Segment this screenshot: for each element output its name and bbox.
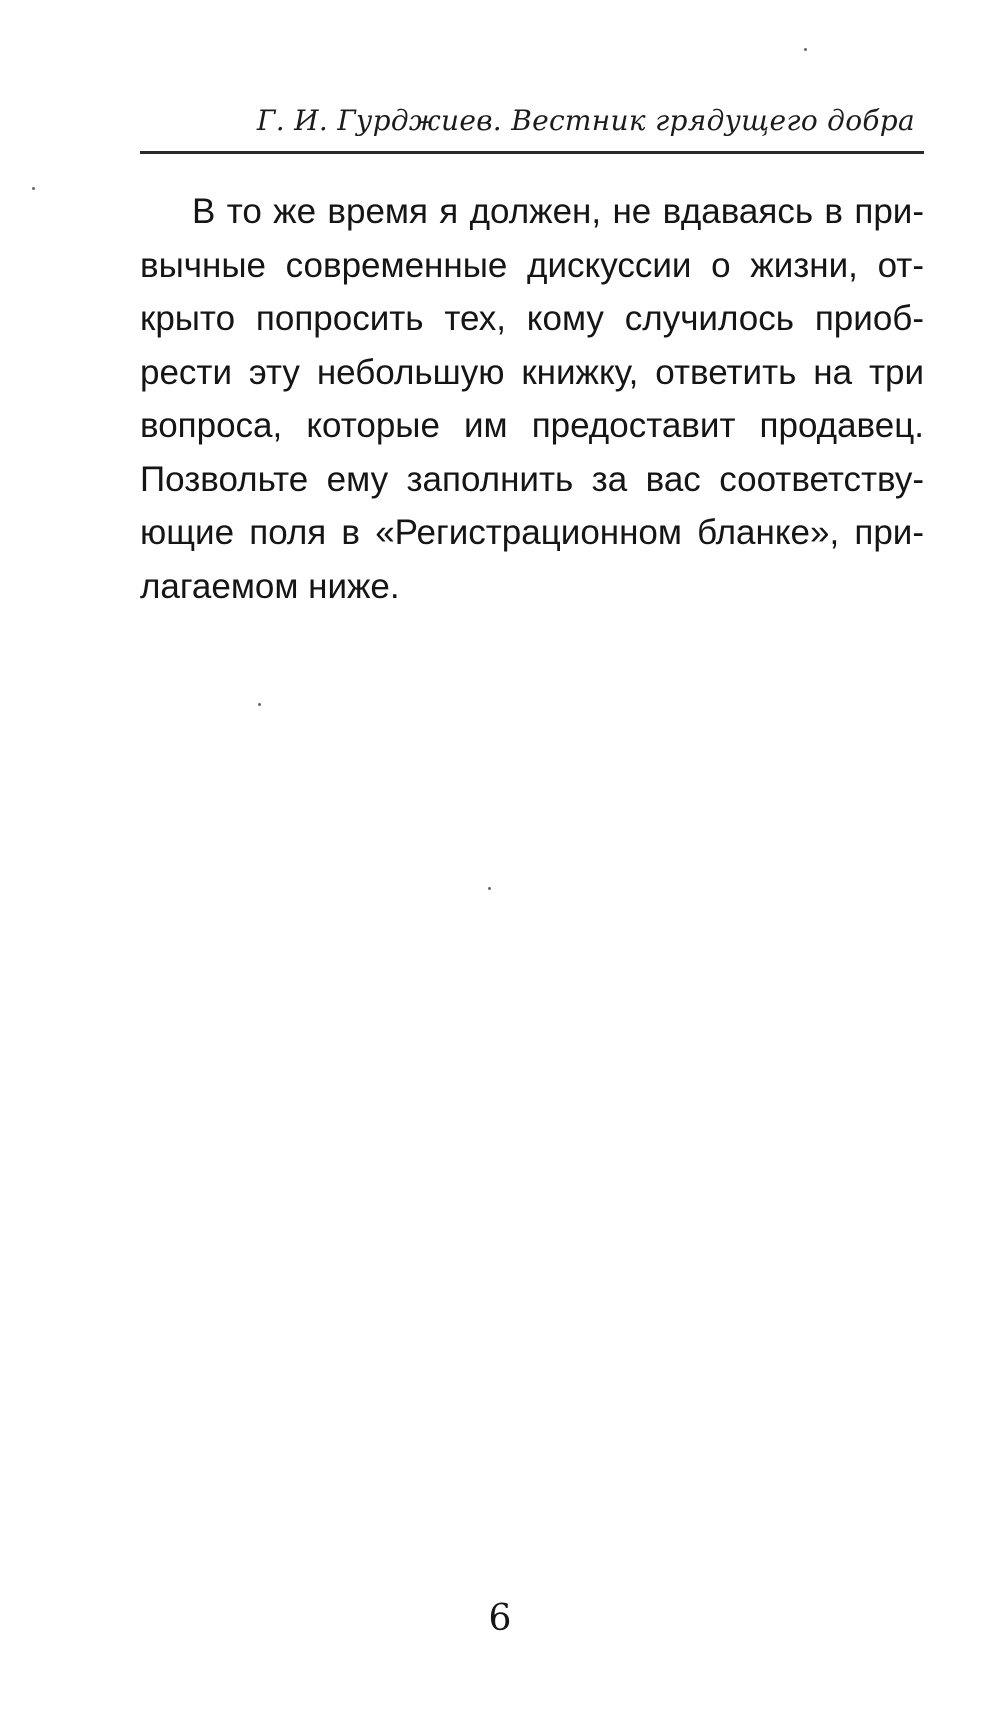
scan-speck xyxy=(804,48,807,51)
paragraph-line: Позвольте ему заполнить за вас соответству- xyxy=(140,459,924,499)
scan-speck xyxy=(488,887,491,890)
scan-speck xyxy=(258,703,261,706)
body-paragraph xyxy=(140,185,924,613)
paragraph-line: ющие поля в «Регистрационном бланке», при- xyxy=(140,513,924,552)
scan-speck xyxy=(32,187,35,190)
paragraph-line: вычные современные дискуссии о жизни, от- xyxy=(140,245,924,285)
paragraph-line: крыто попросить тех, кому случилось приоб- xyxy=(140,299,924,338)
running-head: Г. И. Гурджиев. Вестник грядущего добра xyxy=(256,104,915,137)
paragraph-line: вопроса, которые им предоставит продавец. xyxy=(140,406,924,445)
paragraph-line: лагаемом ниже. xyxy=(140,566,400,606)
header-rule xyxy=(140,151,924,154)
page-number: 6 xyxy=(488,1598,512,1639)
paragraph-line: рести эту небольшую книжку, ответить на три xyxy=(140,352,924,392)
paragraph-line: В то же время я должен, не вдаваясь в при- xyxy=(192,192,924,231)
